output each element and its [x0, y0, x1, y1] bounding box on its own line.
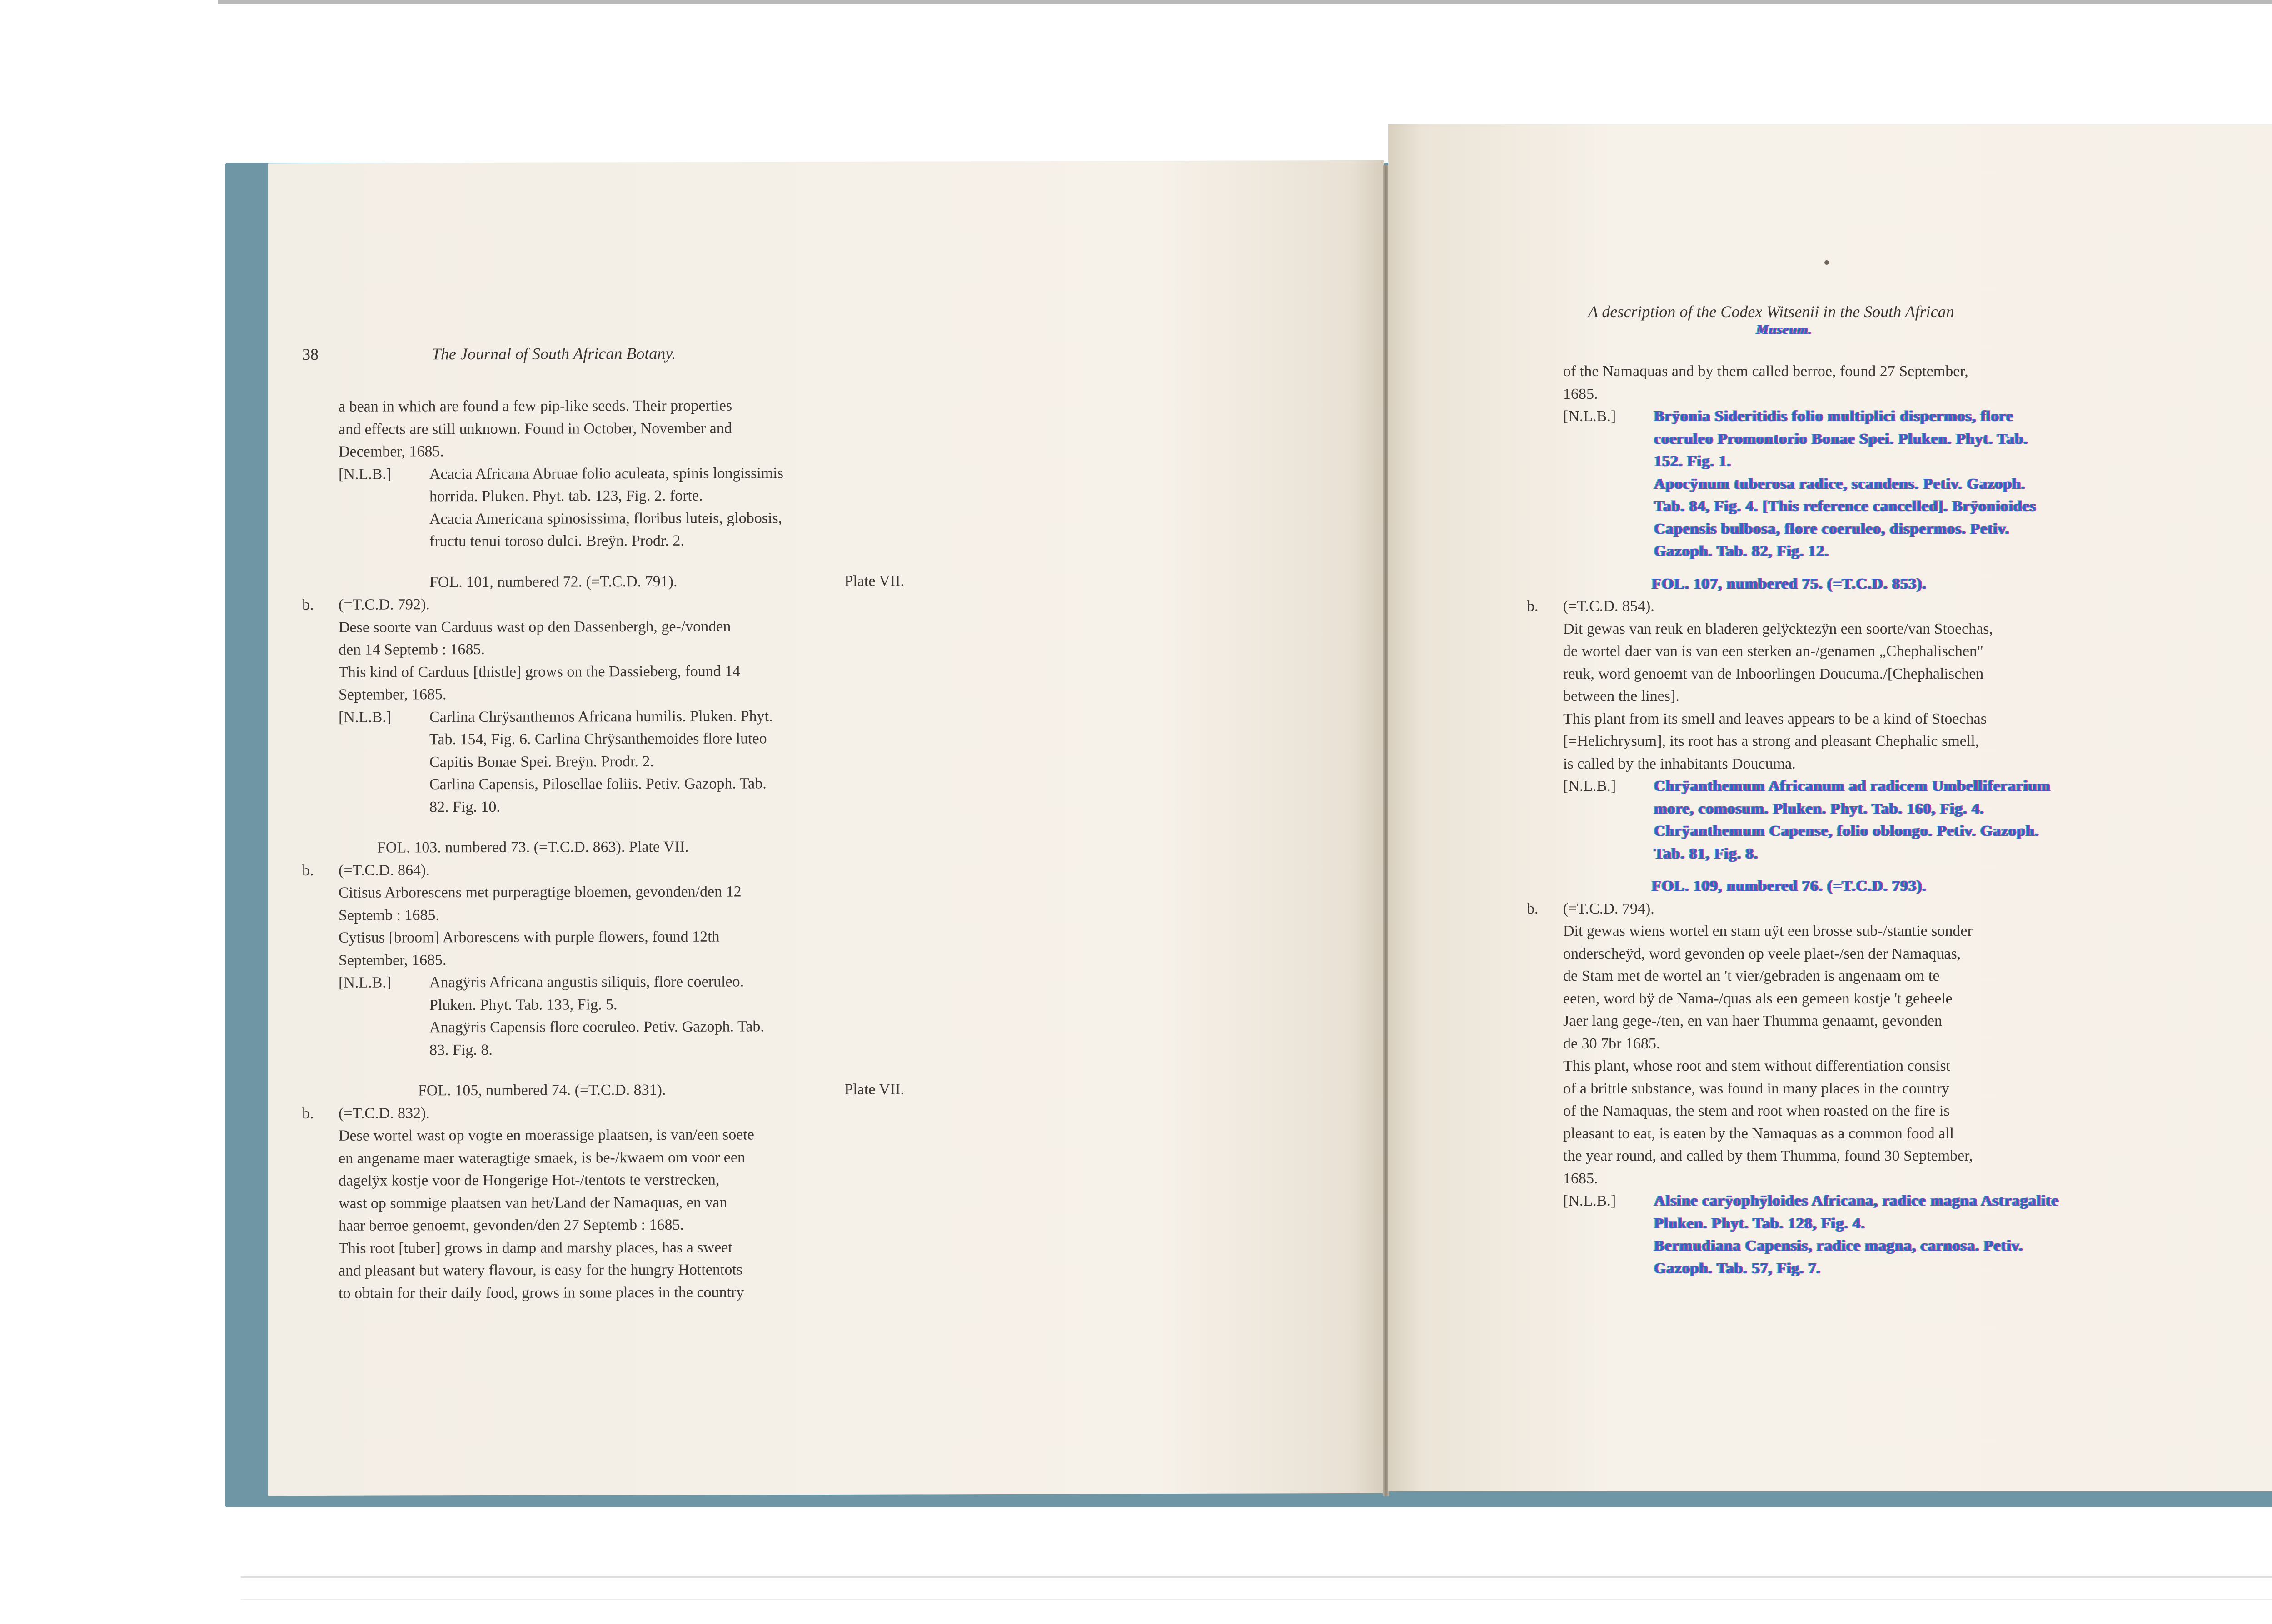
text-line: Chrÿanthemum Capense, folio oblongo. Petiv. Gazoph.: [1654, 823, 2039, 839]
text-line: (=T.C.D. 854).: [1563, 598, 1654, 615]
text-line: wast op sommige plaatsen van het/Land der Namaquas, en van: [339, 1194, 727, 1212]
text-line: Gazoph. Tab. 82, Fig. 12.: [1654, 543, 1829, 560]
text-line: en angename maer wateragtige smaek, is be-/kwaem om voor een: [339, 1148, 745, 1167]
text-line: This plant, whose root and stem without differentiation consist: [1563, 1058, 1951, 1074]
text-line: Carlina Capensis, Pilosellae foliis. Petiv. Gazoph. Tab.: [429, 775, 767, 793]
text-line: Acacia Africana Abruae folio aculeata, spinis longissimis: [429, 464, 783, 482]
running-head-continued: Museum.: [1756, 322, 1812, 337]
text-line: (=T.C.D. 794).: [1563, 900, 1654, 917]
text-line: is called by the inhabitants Doucuma.: [1563, 755, 1796, 772]
text-line: den 14 Septemb : 1685.: [339, 641, 485, 658]
text-line: and effects are still unknown. Found in October, November and: [339, 420, 732, 438]
scan-top-edge: [218, 0, 2272, 4]
text-line: Tab. 154, Fig. 6. Carlina Chrÿsanthemoides flore luteo: [429, 730, 767, 748]
text-line: Dit gewas wiens wortel en stam uÿt een brosse sub-/stantie sonder: [1563, 923, 1973, 939]
text-line: Citisus Arborescens met purperagtige bloemen, gevonden/den 12: [339, 883, 742, 901]
text-line: Pluken. Phyt. Tab. 133, Fig. 5.: [429, 996, 618, 1013]
text-line: Septemb : 1685.: [339, 906, 439, 924]
left-page-body: [302, 394, 904, 1305]
text-line: Apocÿnum tuberosa radice, scandens. Petiv. Gazoph.: [1654, 475, 2026, 492]
b-entry: b. (=T.C.D. 832).: [339, 1101, 904, 1125]
b-entry: b. (=T.C.D. 794).: [1563, 898, 2272, 920]
running-head: A description of the Codex Witsenii in the South African: [1588, 303, 1954, 321]
text-line: September, 1685.: [339, 951, 447, 969]
text-line: de 30 7br 1685.: [1563, 1035, 1660, 1052]
text-line: eeten, word bÿ de Nama-/quas als een gemeen kostje 't geheele: [1563, 990, 1953, 1007]
text-line: Tab. 81, Fig. 8.: [1654, 845, 1759, 862]
b-entry: b. (=T.C.D. 792).: [339, 592, 904, 616]
text-line: Jaer lang gege-/ten, en van haer Thumma genaamt, gevonden: [1563, 1013, 1942, 1029]
text-line: (=T.C.D. 864).: [339, 861, 430, 879]
text-line: reuk, word genoemt van de Inboorlingen Doucuma./[Chephalischen: [1563, 665, 1984, 682]
text-line: de wortel daer van is van een sterken an-/genamen „Chephalischen": [1563, 643, 1983, 660]
text-line: 83. Fig. 8.: [429, 1041, 493, 1058]
text-line: September, 1685.: [339, 686, 447, 703]
right-page-body: [1527, 360, 2272, 1280]
nlb-note: [N.L.B.] Anagÿris Africana angustis siliquis, flore coeruleo. Pluken. Phyt. Tab. 133, Fig. 5. Anagÿris Capensis flore coeruleo. Petiv. Gazoph. Tab. 83. Fig. 8.: [339, 970, 904, 1062]
open-book: [225, 122, 2272, 1513]
nlb-note: [N.L.B.] Chrÿanthemum Africanum ad radicem Umbelliferarium more, comosum. Pluken. Phyt. Tab. 160, Fig. 4. Chrÿanthemum Capense, folio oblongo. Petiv. Gazoph. Tab. 81, Fig. 8.: [1563, 775, 2272, 865]
text-line: of the Namaquas, the stem and root when roasted on the fire is: [1563, 1103, 1950, 1119]
speck: [1824, 260, 1829, 265]
text-line: Chrÿanthemum Africanum ad radicem Umbelliferarium: [1654, 778, 2051, 795]
text-line: 152. Fig. 1.: [1654, 453, 1731, 470]
text-line: of the Namaquas and by them called berroe, found 27 September,: [1563, 363, 1968, 380]
text-line: more, comosum. Pluken. Phyt. Tab. 160, Fig. 4.: [1654, 800, 1984, 817]
folio-heading: FOL. 105, numbered 74. (=T.C.D. 831). Plate VII.: [418, 1081, 904, 1099]
text-line: Dit gewas van reuk en bladeren gelÿcktezÿn een soorte/van Stoechas,: [1563, 620, 1993, 637]
text-line: Gazoph. Tab. 57, Fig. 7.: [1654, 1260, 1821, 1277]
text-line: Carlina Chrÿsanthemos Africana humilis. Pluken. Phyt.: [429, 707, 773, 725]
running-head: The Journal of South African Botany.: [432, 344, 676, 363]
text-line: 82. Fig. 10.: [429, 798, 500, 815]
text-line: haar berroe genoemt, gevonden/den 27 Septemb : 1685.: [339, 1216, 684, 1234]
b-entry: b. (=T.C.D. 854).: [1563, 595, 2272, 618]
right-page: [1388, 124, 2272, 1491]
text-line: pleasant to eat, is eaten by the Namaquas as a common food all: [1563, 1125, 1954, 1142]
nlb-note: [N.L.B.] Brÿonia Sideritidis folio multiplici dispermos, flore coeruleo Promontorio Bonae Spei. Pluken. Phyt. Tab. 152. Fig. 1. Apocÿnum tuberosa radice, scandens. Petiv. Gazoph. Tab. 84, Fig. 4. [This reference cancelled]. Brÿonioides Capensis bulbosa, flore coeruleo, dispermos. Petiv. Gazoph. Tab. 82, Fig. 12.: [1563, 405, 2272, 563]
scan-bottom-edge: [241, 1599, 2272, 1600]
text-line: [=Helichrysum], its root has a strong and pleasant Chephalic smell,: [1563, 733, 1979, 750]
scan-bottom-edge: [241, 1576, 2272, 1578]
text-line: a bean in which are found a few pip-like seeds. Their properties: [339, 397, 732, 415]
text-line: Dese soorte van Carduus wast op den Dassenbergh, ge-/vonden: [339, 618, 731, 636]
text-line: to obtain for their daily food, grows in some places in the country: [339, 1283, 744, 1302]
text-line: 1685.: [1563, 1170, 1598, 1187]
text-line: Dese wortel wast op vogte en moerassige plaatsen, is van/een soete: [339, 1126, 754, 1144]
text-line: fructu tenui toroso dulci. Breÿn. Prodr. 2.: [429, 532, 684, 550]
text-line: (=T.C.D. 792).: [339, 596, 430, 613]
text-line: Acacia Americana spinosissima, floribus luteis, globosis,: [429, 509, 782, 527]
text-line: This root [tuber] grows in damp and marshy places, has a sweet: [339, 1239, 732, 1257]
text-line: of a brittle substance, was found in many places in the country: [1563, 1080, 1949, 1097]
text-line: the year round, and called by them Thumma, found 30 September,: [1563, 1147, 1973, 1164]
text-line: Cytisus [broom] Arborescens with purple flowers, found 12th: [339, 928, 720, 946]
text-line: horrida. Pluken. Phyt. tab. 123, Fig. 2. forte.: [429, 487, 703, 505]
page-number: 38: [302, 345, 319, 364]
nlb-note: [N.L.B.] Alsine carÿophÿloides Africana, radice magna Astragalite Pluken. Phyt. Tab. 128, Fig. 4. Bermudiana Capensis, radice magna, carnosa. Petiv. Gazoph. Tab. 57, Fig. 7.: [1563, 1190, 2272, 1280]
text-line: Tab. 84, Fig. 4. [This reference cancelled]. Brÿonioides: [1654, 498, 2037, 515]
nlb-note: [339, 462, 904, 553]
text-line: and pleasant but watery flavour, is easy for the hungry Hottentots: [339, 1261, 743, 1279]
text-line: Bermudiana Capensis, radice magna, carnosa. Petiv.: [1654, 1237, 2023, 1254]
text-line: Anagÿris Capensis flore coeruleo. Petiv. Gazoph. Tab.: [429, 1018, 764, 1036]
text-line: Capitis Bonae Spei. Breÿn. Prodr. 2.: [429, 753, 654, 770]
text-line: 1685.: [1563, 385, 1598, 402]
text-line: Brÿonia Sideritidis folio multiplici dispermos, flore: [1654, 408, 2013, 425]
text-line: Alsine carÿophÿloides Africana, radice magna Astragalite: [1654, 1192, 2059, 1209]
text-line: This plant from its smell and leaves appears to be a kind of Stoechas: [1563, 710, 1987, 727]
text-line: coeruleo Promontorio Bonae Spei. Pluken. Phyt. Tab.: [1654, 430, 2028, 447]
nlb-tag: [N.L.B.]: [339, 466, 392, 483]
text-line: Capensis bulbosa, flore coeruleo, dispermos. Petiv.: [1654, 520, 2010, 537]
text-line: de Stam met de wortel an 't vier/gebraden is angenaam om te: [1563, 968, 1940, 984]
text-line: onderscheÿd, word gevonden op veele plaet-/sen der Namaquas,: [1563, 945, 1961, 962]
folio-heading: FOL. 101, numbered 72. (=T.C.D. 791). Plate VII.: [429, 572, 904, 591]
folio-heading: FOL. 109, numbered 76. (=T.C.D. 793).: [1652, 878, 1927, 894]
folio-heading: FOL. 103. numbered 73. (=T.C.D. 863). Plate VII.: [377, 838, 689, 856]
text-line: dagelÿx kostje voor de Hongerige Hot-/tentots te verstrecken,: [339, 1171, 720, 1189]
folio-heading: FOL. 107, numbered 75. (=T.C.D. 853).: [1652, 575, 1927, 592]
text-line: December, 1685.: [339, 443, 444, 460]
text-line: Anagÿris Africana angustis siliquis, flore coeruleo.: [429, 973, 744, 991]
text-line: Pluken. Phyt. Tab. 128, Fig. 4.: [1654, 1215, 1865, 1232]
left-page: [268, 160, 1384, 1496]
text-line: between the lines].: [1563, 688, 1679, 705]
b-entry: b. (=T.C.D. 864).: [339, 858, 904, 882]
text-line: This kind of Carduus [thistle] grows on the Dassieberg, found 14: [339, 662, 741, 681]
nlb-note: [N.L.B.] Carlina Chrÿsanthemos Africana humilis. Pluken. Phyt. Tab. 154, Fig. 6. Carlina Chrÿsanthemoides flore luteo Capitis Bonae Spei. Breÿn. Prodr. 2. Carlina Capensis, Pilosellae foliis. Petiv. Gazoph. Tab. 82. Fig. 10.: [339, 705, 904, 819]
text-line: (=T.C.D. 832).: [339, 1104, 430, 1122]
